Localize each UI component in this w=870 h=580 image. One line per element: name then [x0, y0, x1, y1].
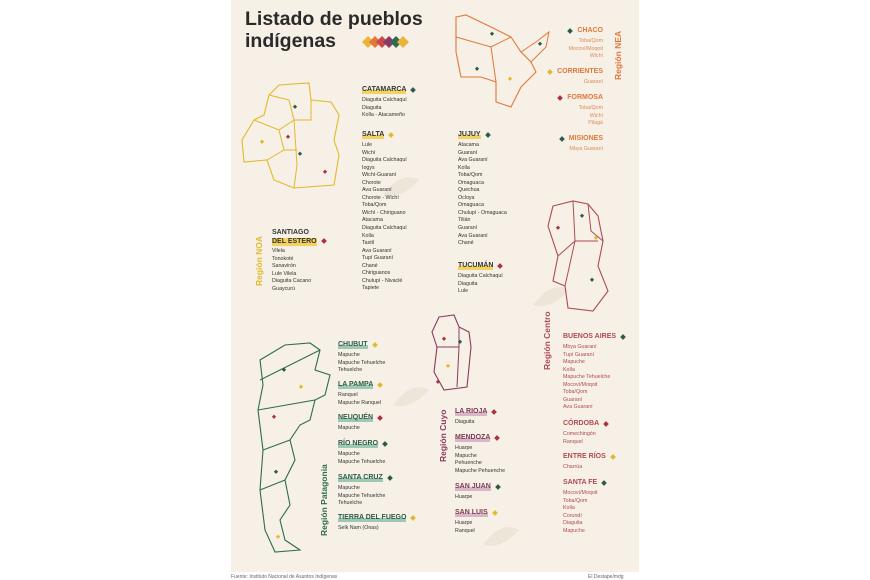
people-item: Mapuche Tehuelche: [338, 458, 386, 465]
province-marker-icon: [557, 95, 563, 101]
people-item: Mapuche: [563, 527, 585, 534]
province-name: CHUBUT: [338, 341, 368, 348]
people-item: Corundí: [563, 512, 582, 519]
people-item: Chorote - Wichí: [362, 194, 399, 201]
people-item: Sanavirón: [272, 263, 296, 270]
peoples-list: [338, 352, 385, 375]
people-item: Wichí-Guaraní: [362, 172, 397, 179]
people-item: Pilagá: [588, 120, 603, 127]
people-item: Ava Guaraní: [563, 404, 593, 411]
people-item: Guaycurú: [272, 285, 295, 292]
people-item: Ava Guaraní: [362, 187, 392, 194]
people-item: Toba/Qom: [362, 202, 387, 209]
province-name: [272, 228, 317, 246]
people-item: Toba/Qom: [563, 389, 588, 396]
peoples-list: [362, 142, 407, 293]
province-name: NEUQUÉN: [338, 414, 374, 421]
people-item: Atacama: [362, 217, 383, 224]
peoples-list: [458, 273, 503, 296]
people-item: Guaraní: [583, 79, 603, 85]
people-item: Wichí: [362, 149, 376, 156]
people-item: Vilela: [272, 248, 285, 254]
people-item: Mapuche Pehuenche: [455, 467, 506, 474]
people-item: Omaguaca: [458, 202, 484, 209]
people-item: Wichí: [589, 53, 603, 60]
people-item: Ranquel: [338, 392, 358, 398]
province-marker-icon: [321, 238, 327, 244]
people-item: Diaguita Cacano: [272, 278, 312, 285]
people-item: Mocoví/Moqoit: [563, 381, 598, 388]
peoples-list: [338, 392, 382, 407]
province-corrientes: [548, 66, 603, 87]
region-noa-label: Región NOA: [254, 235, 264, 286]
people-item: Quechua: [458, 187, 480, 194]
peoples-list: [563, 464, 615, 472]
province-name: TUCUMÁN: [458, 262, 494, 269]
province-name: SANTA FE: [563, 479, 598, 486]
peoples-list: [563, 490, 606, 535]
province-san-juan: [455, 481, 500, 502]
people-item: Huarpe: [455, 445, 473, 451]
province-marker-icon: [601, 480, 607, 486]
people-item: Mbya Guaraní: [569, 146, 603, 152]
people-item: Tapiete: [362, 285, 380, 292]
province-la-pampa: [338, 379, 382, 407]
province-marker-icon: [382, 441, 388, 447]
people-item: Huarpe: [455, 494, 473, 500]
cuyo-region-map: [429, 312, 475, 392]
people-item: Chané: [458, 240, 474, 247]
region-cuyo-label: Región Cuyo: [438, 409, 448, 462]
title-line-2: indígenas: [245, 30, 337, 52]
people-item: Ocloya: [458, 194, 475, 201]
province-name: ENTRE RÍOS: [563, 453, 606, 460]
province-name: MENDOZA: [455, 434, 491, 441]
title-line-1: Listado de pueblos: [245, 8, 423, 30]
province-name: CÓRDOBA: [563, 420, 600, 427]
people-item: Chulupí - Nivaclé: [362, 277, 403, 284]
province-marker-icon: [495, 484, 501, 490]
people-item: Mbya Guaraní: [563, 344, 597, 350]
province-formosa: [558, 92, 603, 128]
noa-region-map: [239, 80, 349, 190]
province-name: SALTA: [362, 131, 385, 138]
province-name: SAN JUAN: [455, 483, 491, 490]
people-item: Kolla: [362, 232, 374, 239]
people-item: Kolla - Atacameño: [362, 112, 405, 119]
people-item: Mapuche: [338, 485, 360, 491]
people-item: Iogys: [362, 164, 375, 171]
people-item: Mapuche: [455, 452, 477, 459]
people-item: Mapuche Tehuelche: [338, 492, 386, 499]
people-item: Tastil: [362, 240, 375, 247]
credit-footnote: El Destape/mdg: [588, 574, 624, 580]
province-tucuman: [458, 260, 503, 296]
people-item: Diaguita Calchaquí: [458, 273, 503, 279]
people-item: Kolla: [563, 505, 575, 512]
source-footnote: Fuente: Instituto Nacional de Asuntos Indígenas: [231, 574, 338, 580]
people-item: Tehuelche: [338, 367, 363, 374]
people-item: Toba/Qom: [563, 497, 588, 504]
people-item: Diaguita Calchaquí: [362, 225, 407, 232]
people-item: Ranquel: [455, 527, 475, 534]
province-name: CATAMARCA: [362, 86, 407, 93]
people-item: Lule Vilela: [272, 270, 297, 277]
province-entre-rios: [563, 451, 615, 472]
province-marker-icon: [411, 87, 417, 93]
people-item: Guaraní: [458, 225, 478, 232]
province-name: CORRIENTES: [557, 68, 603, 75]
people-item: Mapuche Tehuelche: [563, 374, 611, 381]
peoples-list: [568, 38, 603, 61]
diamond-pattern-decoration: [362, 36, 412, 48]
people-item: Toba/Qom: [578, 105, 603, 111]
people-item: Kolla: [563, 366, 575, 373]
people-item: Tupí Guaraní: [563, 351, 595, 358]
peoples-list: [560, 146, 603, 154]
people-item: Atacama: [458, 142, 479, 148]
province-name-line-1: SANTIAGO: [272, 229, 309, 236]
peoples-list: [558, 105, 603, 128]
centro-region-map: [543, 196, 613, 314]
peoples-list: [548, 79, 603, 87]
province-marker-icon: [372, 342, 378, 348]
people-item: Diaguita Calchaquí: [362, 97, 407, 103]
province-name: MISIONES: [568, 135, 603, 142]
people-item: Mapuche Ranquel: [338, 399, 381, 406]
people-item: Mocoví/Moqoit: [568, 45, 603, 52]
province-marker-icon: [498, 263, 504, 269]
people-item: Tilián: [458, 217, 471, 224]
nea-region-map: [451, 12, 551, 112]
province-tierra-del-fuego: [338, 512, 415, 533]
province-chubut: [338, 339, 385, 375]
people-item: Tupí Guaraní: [362, 255, 394, 262]
province-name: SAN LUIS: [455, 509, 488, 516]
province-marker-icon: [492, 409, 498, 415]
people-item: Comechingón: [563, 431, 596, 437]
province-name: SANTA CRUZ: [338, 474, 383, 481]
infographic-poster: [231, 0, 639, 572]
province-name: JUJUY: [458, 131, 481, 138]
province-chaco: [568, 25, 603, 61]
province-salta: [362, 129, 407, 293]
region-nea-label: Región NEA: [613, 30, 623, 80]
people-item: Chorote: [362, 179, 381, 186]
people-item: Guaraní: [563, 396, 583, 403]
peoples-list: [563, 431, 608, 446]
province-santiago-del-estero: [272, 228, 326, 293]
peoples-list: [338, 425, 382, 433]
people-item: Mapuche Tehuelche: [338, 359, 386, 366]
peoples-list: [338, 451, 387, 466]
peoples-list: [338, 525, 415, 533]
people-item: Tehuelche: [338, 500, 363, 507]
province-name: CHACO: [577, 27, 603, 34]
people-item: Ava Guaraní: [458, 157, 488, 164]
province-name: BUENOS AIRES: [563, 333, 617, 340]
people-item: Charrúa: [563, 464, 583, 470]
province-marker-icon: [547, 69, 553, 75]
province-name: TIERRA DEL FUEGO: [338, 514, 407, 521]
province-marker-icon: [567, 28, 573, 34]
province-name-line-2: DEL ESTERO: [272, 238, 317, 245]
people-item: Wichí - Chiriguano: [362, 209, 406, 216]
province-santa-fe: [563, 477, 606, 535]
people-item: Selk Nam (Onas): [338, 525, 379, 531]
people-item: Tonokoté: [272, 255, 294, 262]
people-item: Ava Guaraní: [362, 247, 392, 254]
people-item: Diaguita: [362, 104, 382, 111]
people-item: Huarpe: [455, 520, 473, 526]
people-item: Guaraní: [458, 149, 478, 156]
people-item: Mapuche: [563, 359, 585, 366]
province-name: LA PAMPA: [338, 381, 374, 388]
peoples-list: [272, 248, 326, 293]
people-item: Diaguita Calchaquí: [362, 157, 407, 164]
province-marker-icon: [485, 132, 491, 138]
peoples-list: [458, 142, 507, 248]
people-item: Lule: [458, 288, 469, 295]
people-item: Wichí: [589, 112, 603, 119]
peoples-list: [563, 344, 625, 412]
people-item: Diaguita: [455, 419, 475, 425]
province-buenos-aires: [563, 331, 625, 412]
province-marker-icon: [411, 515, 417, 521]
province-name: FORMOSA: [567, 94, 603, 101]
people-item: Mapuche: [338, 451, 360, 457]
province-marker-icon: [603, 421, 609, 427]
province-marker-icon: [495, 435, 501, 441]
region-patagonia-label: Región Patagonia: [319, 464, 329, 536]
peoples-list: [455, 419, 496, 427]
peoples-list: [455, 445, 505, 475]
province-marker-icon: [377, 415, 383, 421]
province-misiones: [560, 133, 603, 154]
province-san-luis: [455, 507, 497, 535]
province-marker-icon: [610, 454, 616, 460]
people-item: Ranquel: [563, 438, 583, 445]
people-item: Mapuche: [338, 352, 360, 358]
province-mendoza: [455, 432, 505, 475]
people-item: Pehuenche: [455, 460, 482, 467]
region-centro-label: Región Centro: [542, 311, 552, 370]
people-item: Chané: [362, 262, 378, 269]
people-item: Ava Guaraní: [458, 232, 488, 239]
province-cordoba: [563, 418, 608, 446]
province-marker-icon: [492, 510, 498, 516]
peoples-list: [338, 485, 392, 508]
people-item: Chulupí - Omaguaca: [458, 209, 507, 216]
province-rio-negro: [338, 438, 387, 466]
people-item: Lule: [362, 142, 373, 148]
province-marker-icon: [559, 136, 565, 142]
people-item: Toba/Qom: [578, 38, 603, 44]
peoples-list: [362, 97, 415, 120]
people-item: Mapuche: [338, 425, 360, 431]
province-la-rioja: [455, 406, 496, 427]
province-catamarca: [362, 84, 415, 120]
peoples-list: [455, 494, 500, 502]
people-item: Omaguaca: [458, 179, 484, 186]
leaf-decoration: [391, 380, 431, 410]
province-marker-icon: [620, 334, 626, 340]
province-name: RÍO NEGRO: [338, 440, 379, 447]
province-marker-icon: [388, 132, 394, 138]
people-item: Diaguita: [563, 520, 583, 527]
people-item: Mocoví/Moqoit: [563, 490, 598, 496]
people-item: Chiriguanos: [362, 270, 391, 277]
province-name: LA RIOJA: [455, 408, 488, 415]
province-marker-icon: [387, 475, 393, 481]
peoples-list: [455, 520, 497, 535]
province-jujuy: [458, 129, 507, 248]
province-marker-icon: [377, 382, 383, 388]
province-neuquen: [338, 412, 382, 433]
people-item: Diaguita: [458, 280, 478, 287]
people-item: Kolla: [458, 164, 470, 171]
province-santa-cruz: [338, 472, 392, 508]
people-item: Toba/Qom: [458, 172, 483, 179]
